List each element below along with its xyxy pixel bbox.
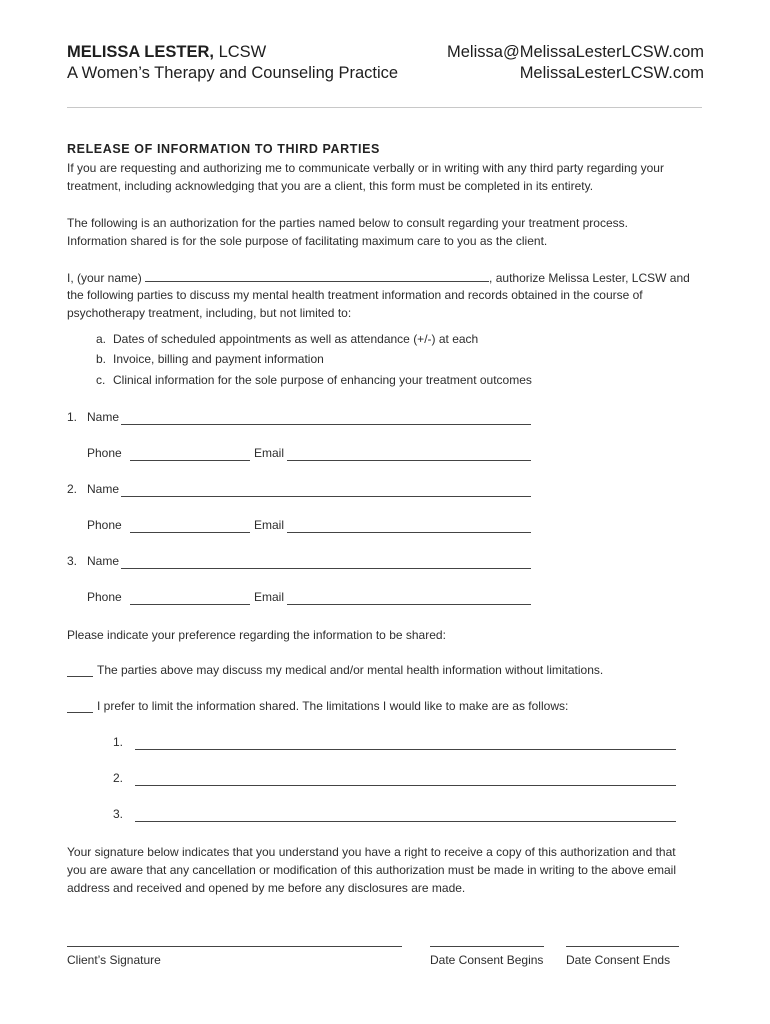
limitation-field[interactable] — [135, 785, 676, 786]
limitation-number: 2. — [113, 771, 124, 785]
party-email-label: Email — [254, 518, 285, 532]
contact-website: MelissaLesterLCSW.com — [519, 64, 704, 82]
party-phone-label: Phone — [87, 590, 122, 604]
header-divider — [67, 107, 702, 108]
client-signature-label: Client’s Signature — [67, 953, 161, 967]
list-item: Dates of scheduled appointments as well as attendance (+/-) at each — [113, 332, 479, 346]
client-signature-field[interactable] — [67, 946, 402, 947]
option-limit-label: I prefer to limit the information shared. The limitations I would like to make are as follows: — [97, 699, 569, 713]
party-number: 3. — [67, 554, 78, 568]
party-name-label: Name — [87, 410, 120, 424]
option-limit-checkbox[interactable] — [67, 712, 93, 713]
list-item: Invoice, billing and payment information — [113, 352, 324, 366]
party-name-label: Name — [87, 554, 120, 568]
consent-line-2: the following parties to discuss my mental health treatment information and records obtained in the course of — [67, 288, 643, 302]
limitation-number: 1. — [113, 735, 124, 749]
authorization-line-2: Information shared is for the sole purpose of facilitating maximum care to you as the client. — [67, 234, 548, 248]
list-item-marker: b. — [96, 352, 107, 366]
party-phone-label: Phone — [87, 518, 122, 532]
party-email-label: Email — [254, 446, 285, 460]
intro-line-1: If you are requesting and authorizing me to communicate verbally or in writing with any third party regarding your — [67, 161, 664, 175]
provider-name — [67, 43, 266, 62]
signature-statement-line-3: address and received and opened by me before any disclosures are made. — [67, 881, 466, 895]
party-number: 2. — [67, 482, 78, 496]
client-name-suffix: , authorize Melissa Lester, LCSW and — [489, 271, 690, 285]
date-consent-begins-label: Date Consent Begins — [430, 953, 544, 967]
option-no-limit-checkbox[interactable] — [67, 676, 93, 677]
provider-credential: LCSW — [214, 43, 267, 61]
party-email-field[interactable] — [287, 460, 531, 461]
list-item-marker: a. — [96, 332, 107, 346]
limitation-field[interactable] — [135, 749, 676, 750]
limitation-field[interactable] — [135, 821, 676, 822]
party-name-field[interactable] — [121, 496, 531, 497]
consent-line-3: psychotherapy treatment, including, but not limited to: — [67, 306, 352, 320]
party-phone-field[interactable] — [130, 604, 250, 605]
party-email-field[interactable] — [287, 532, 531, 533]
date-consent-ends-label: Date Consent Ends — [566, 953, 671, 967]
signature-statement-line-1: Your signature below indicates that you understand you have a right to receive a copy of this authorization and that — [67, 845, 676, 859]
client-name-statement — [67, 269, 707, 288]
party-name-field[interactable] — [121, 424, 531, 425]
intro-line-2: treatment, including acknowledging that you are a client, this form must be completed in its entirety. — [67, 179, 594, 193]
provider-name-bold: MELISSA LESTER, — [67, 43, 214, 61]
date-consent-ends-field[interactable] — [566, 946, 679, 947]
party-phone-field[interactable] — [130, 460, 250, 461]
list-item-marker: c. — [96, 373, 106, 387]
form-title: RELEASE OF INFORMATION TO THIRD PARTIES — [67, 142, 380, 156]
party-name-label: Name — [87, 482, 120, 496]
party-number: 1. — [67, 410, 78, 424]
contact-email: Melissa@MelissaLesterLCSW.com — [447, 43, 704, 61]
party-email-field[interactable] — [287, 604, 531, 605]
limitation-number: 3. — [113, 807, 124, 821]
practice-name: A Women’s Therapy and Counseling Practice — [67, 64, 399, 82]
signature-statement-line-2: you are aware that any cancellation or modification of this authorization must be made in writing to the above email — [67, 863, 676, 877]
date-consent-begins-field[interactable] — [430, 946, 544, 947]
client-name-field[interactable] — [145, 269, 489, 282]
preference-prompt: Please indicate your preference regarding the information to be shared: — [67, 628, 446, 642]
list-item: Clinical information for the sole purpose of enhancing your treatment outcomes — [113, 373, 532, 387]
party-email-label: Email — [254, 590, 285, 604]
authorization-line-1: The following is an authorization for the parties named below to consult regarding your treatment process. — [67, 216, 628, 230]
client-name-prefix: I, (your name) — [67, 271, 142, 285]
option-no-limit-label: The parties above may discuss my medical and/or mental health information without limitations. — [97, 663, 604, 677]
party-name-field[interactable] — [121, 568, 531, 569]
party-phone-field[interactable] — [130, 532, 250, 533]
party-phone-label: Phone — [87, 446, 122, 460]
